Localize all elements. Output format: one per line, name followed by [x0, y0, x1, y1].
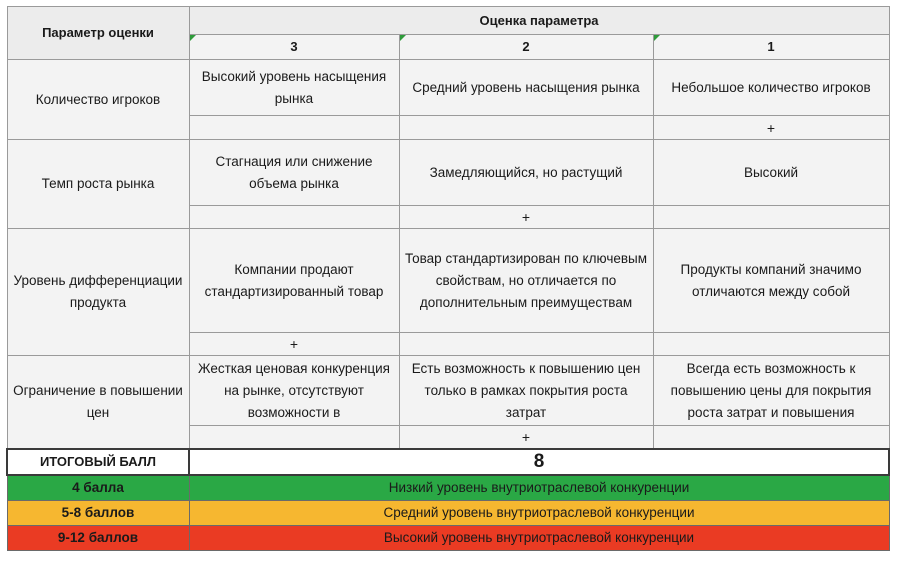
- param-name: Ограничение в повышении цен: [7, 356, 189, 450]
- scale-text: Средний уровень внутриотраслевой конкуренции: [189, 500, 889, 525]
- header-param-label: Параметр оценки: [7, 7, 189, 60]
- col-score-3: 3: [189, 35, 399, 60]
- table-row: [7, 229, 889, 333]
- criterion-cell: Стагнация или снижение объема рынка: [189, 140, 399, 206]
- table-row: [7, 356, 889, 426]
- mark-cell: [189, 206, 399, 229]
- mark-cell: [653, 426, 889, 450]
- scale-range: 5-8 баллов: [7, 500, 189, 525]
- param-name: Количество игроков: [7, 60, 189, 140]
- table-row: [7, 60, 889, 116]
- scale-row-high: [7, 525, 889, 550]
- mark-cell: [399, 116, 653, 140]
- param-name: Уровень дифференциации продукта: [7, 229, 189, 356]
- scale-range: 4 балла: [7, 475, 189, 500]
- total-value: 8: [189, 449, 889, 475]
- scale-text: Высокий уровень внутриотраслевой конкуренции: [189, 525, 889, 550]
- header-row: [7, 7, 889, 35]
- scale-text: Низкий уровень внутриотраслевой конкуренции: [189, 475, 889, 500]
- criterion-cell: Компании продают стандартизированный товар: [189, 229, 399, 333]
- mark-cell: [399, 333, 653, 356]
- criterion-cell: Замедляющийся, но растущий: [399, 140, 653, 206]
- criterion-cell: Средний уровень насыщения рынка: [399, 60, 653, 116]
- scale-row-medium: [7, 500, 889, 525]
- mark-cell: [653, 206, 889, 229]
- criterion-cell: Товар стандартизирован по ключевым свойствам, но отличается по дополнительным преимуществам: [399, 229, 653, 333]
- mark-cell: +: [189, 333, 399, 356]
- competition-table-wrapper: [6, 6, 888, 551]
- criterion-cell: Высокий: [653, 140, 889, 206]
- header-score-label: Оценка параметра: [189, 7, 889, 35]
- col-score-2: 2: [399, 35, 653, 60]
- scale-range: 9-12 баллов: [7, 525, 189, 550]
- competition-assessment-table: [6, 6, 890, 551]
- criterion-cell: Всегда есть возможность к повышению цены для покрытия роста затрат и повышения: [653, 356, 889, 426]
- criterion-cell: Высокий уровень насыщения рынка: [189, 60, 399, 116]
- table-row: [7, 140, 889, 206]
- total-label: ИТОГОВЫЙ БАЛЛ: [7, 449, 189, 475]
- criterion-cell: Жесткая ценовая конкуренция на рынке, отсутствуют возможности в: [189, 356, 399, 426]
- mark-cell: +: [653, 116, 889, 140]
- col-score-1: 1: [653, 35, 889, 60]
- criterion-cell: Есть возможность к повышению цен только в рамках покрытия роста затрат: [399, 356, 653, 426]
- total-row: [7, 449, 889, 475]
- mark-cell: [653, 333, 889, 356]
- mark-cell: [189, 426, 399, 450]
- mark-cell: +: [399, 426, 653, 450]
- scale-row-low: [7, 475, 889, 500]
- criterion-cell: Продукты компаний значимо отличаются между собой: [653, 229, 889, 333]
- criterion-cell: Небольшое количество игроков: [653, 60, 889, 116]
- param-name: Темп роста рынка: [7, 140, 189, 229]
- mark-cell: [189, 116, 399, 140]
- mark-cell: +: [399, 206, 653, 229]
